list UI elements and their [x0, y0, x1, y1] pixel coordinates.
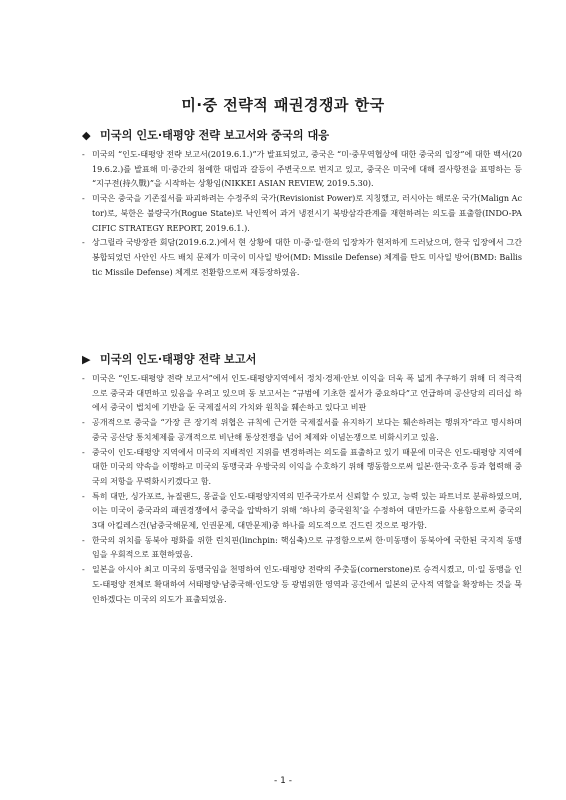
triangle-bullet-icon: ▶: [82, 353, 91, 366]
bullet-list: [82, 372, 522, 607]
dash-bullet: -: [82, 418, 85, 428]
list-item-text: 중국이 인도-태평양 지역에서 미국의 지배적인 지위를 변경하려는 의도를 표출하고 있기 때문에 미국은 인도-태평양 지역에 대한 미국의 약속을 이행하고 미국의 동맹국과 우방국의 이익을 수호하기 위해 행동함으로써 일본·한국·호주 등과 협력해 중국의 저항을 무력화시키겠다고 함.: [92, 447, 522, 486]
list-item-text: 일본을 아시아 최고 미국의 동맹국임을 천명하여 인도-태평양 전략의 주춧돌(cornerstone)로 승격시켰고, 미·일 동맹을 인도-태평양 전체로 확대하여 서태평양·남중국해·인도양 등 광범위한 영역과 공간에서 일본의 군사적 역할을 확장하는 것을 묵인하겠다는 미국의 의도가 표출되었음.: [92, 565, 522, 604]
list-item-text: 특히 대만, 싱가포르, 뉴질랜드, 몽골을 인도-태평양지역의 민주국가로서 신뢰할 수 있고, 능력 있는 파트너로 분류하였으며, 이는 미국이 중국과의 패권경쟁에서 중국을 압박하기 위해 ‘하나의 중국원칙’을 수정하여 대만카드를 사용함으로써 중국의 3대 아킬레스건(남중국해문제, 인권문제, 대만문제)중 하나를 의도적으로 건드린 것으로 평가함.: [92, 491, 522, 531]
list-item-text: 미국은 “인도-태평양 전략 보고서”에서 인도-태평양지역에서 정치·경제·안보 이익을 더욱 폭 넓게 추구하기 위해 더 적극적으로 중국과 대면하고 있음을 우려고 있으며 동 보고서는 “규범에 기초한 질서가 중요하다”고 언급하며 공산당의 리더십 하에서 중국이 법치에 기반을 둔 국제질서의 가치와 원칙을 훼손하고 있다고 비판: [92, 374, 522, 413]
dash-bullet: -: [82, 194, 85, 204]
page-title: 미·중 전략적 패권경쟁과 한국: [181, 96, 385, 114]
dash-bullet: -: [82, 565, 85, 575]
section-heading-text: 미국의 인도·태평양 전략 보고서: [100, 353, 257, 366]
list-item: [82, 236, 522, 280]
list-item: [82, 372, 522, 416]
page-number: - 1 -: [274, 776, 292, 786]
section-heading: [82, 351, 522, 367]
section-us-indo-pacific-report: [82, 351, 522, 607]
list-item: [82, 446, 522, 490]
dash-bullet: -: [82, 374, 85, 383]
list-item-text: 미국의 “인도-태평양 전략 보고서(2019.6.1.)”가 발표되었고, 중국은 “미·중무역협상에 대한 중국의 입장”에 대한 백서(2019.6.2.)를 발표해 미·중간의 첨예한 대립과 갈등이 주변국으로 번지고 있고, 중국은 미국에 대해 결사항전을 표명하는 등 “지구전(持久戰)”을 시작하는 상황임(NIKKEI ASIAN REVIEW, 2019.5.30).: [92, 150, 522, 189]
dash-bullet: -: [82, 238, 85, 248]
list-item: [82, 148, 522, 192]
dash-bullet: -: [82, 491, 85, 501]
list-item-text: 한국의 위치를 동북아 평화를 위한 린치핀(linchpin: 핵심축)으로 규정함으로써 한·미동맹이 동북아에 국한된 국지적 동맹임을 우회적으로 표현하였음.: [92, 535, 522, 560]
section-heading-text: 미국의 인도·태평양 전략 보고서와 중국의 대응: [100, 129, 330, 142]
dash-bullet: -: [82, 150, 85, 159]
diamond-bullet-icon: ◆: [82, 129, 91, 142]
list-item: [82, 490, 522, 534]
section-heading: [82, 127, 522, 143]
list-item: [82, 416, 522, 445]
list-item: [82, 192, 522, 236]
dash-bullet: -: [82, 447, 85, 457]
dash-bullet: -: [82, 535, 85, 545]
list-item-text: 상그릴라 국방장관 회담(2019.6.2.)에서 현 상황에 대한 미·중·일·한의 입장차가 현저하게 드러났으며, 한국 입장에서 그간 봉합되었던 사안인 사드 배치 문제가 미국이 미사일 방어(MD: Missile Defense) 체계를 탄도 미사일 방어(BMD: Ballistic Missile Defense) 체계로 전환함으로써 재등장하였음.: [92, 238, 522, 277]
list-item: [82, 534, 522, 563]
list-item-text: 미국은 중국을 기존질서를 파괴하려는 수정주의 국가(Revisionist Power)로 지칭했고, 러시아는 해로운 국가(Malign Actor)로, 북한은 불량국가(Rogue State)로 낙인찍어 과거 냉전시기 북방삼각관계를 재현하려는 의도를 표출함(INDO-PACIFIC STRATEGY REPORT, 2019.6.1.).: [92, 194, 522, 233]
bullet-list: [82, 148, 522, 280]
list-item-text: 공개적으로 중국을 “가장 큰 장기적 위협은 규칙에 근거한 국제질서를 유지하기 보다는 훼손하려는 행위자”라고 명시하며 중국 공산당 통치체제를 공개적으로 비난해 통상전쟁을 넘어 체제와 이념논쟁으로 비화시키고 있음.: [92, 418, 522, 442]
list-item: [82, 563, 522, 607]
section-us-report-and-china-response: [82, 127, 522, 280]
